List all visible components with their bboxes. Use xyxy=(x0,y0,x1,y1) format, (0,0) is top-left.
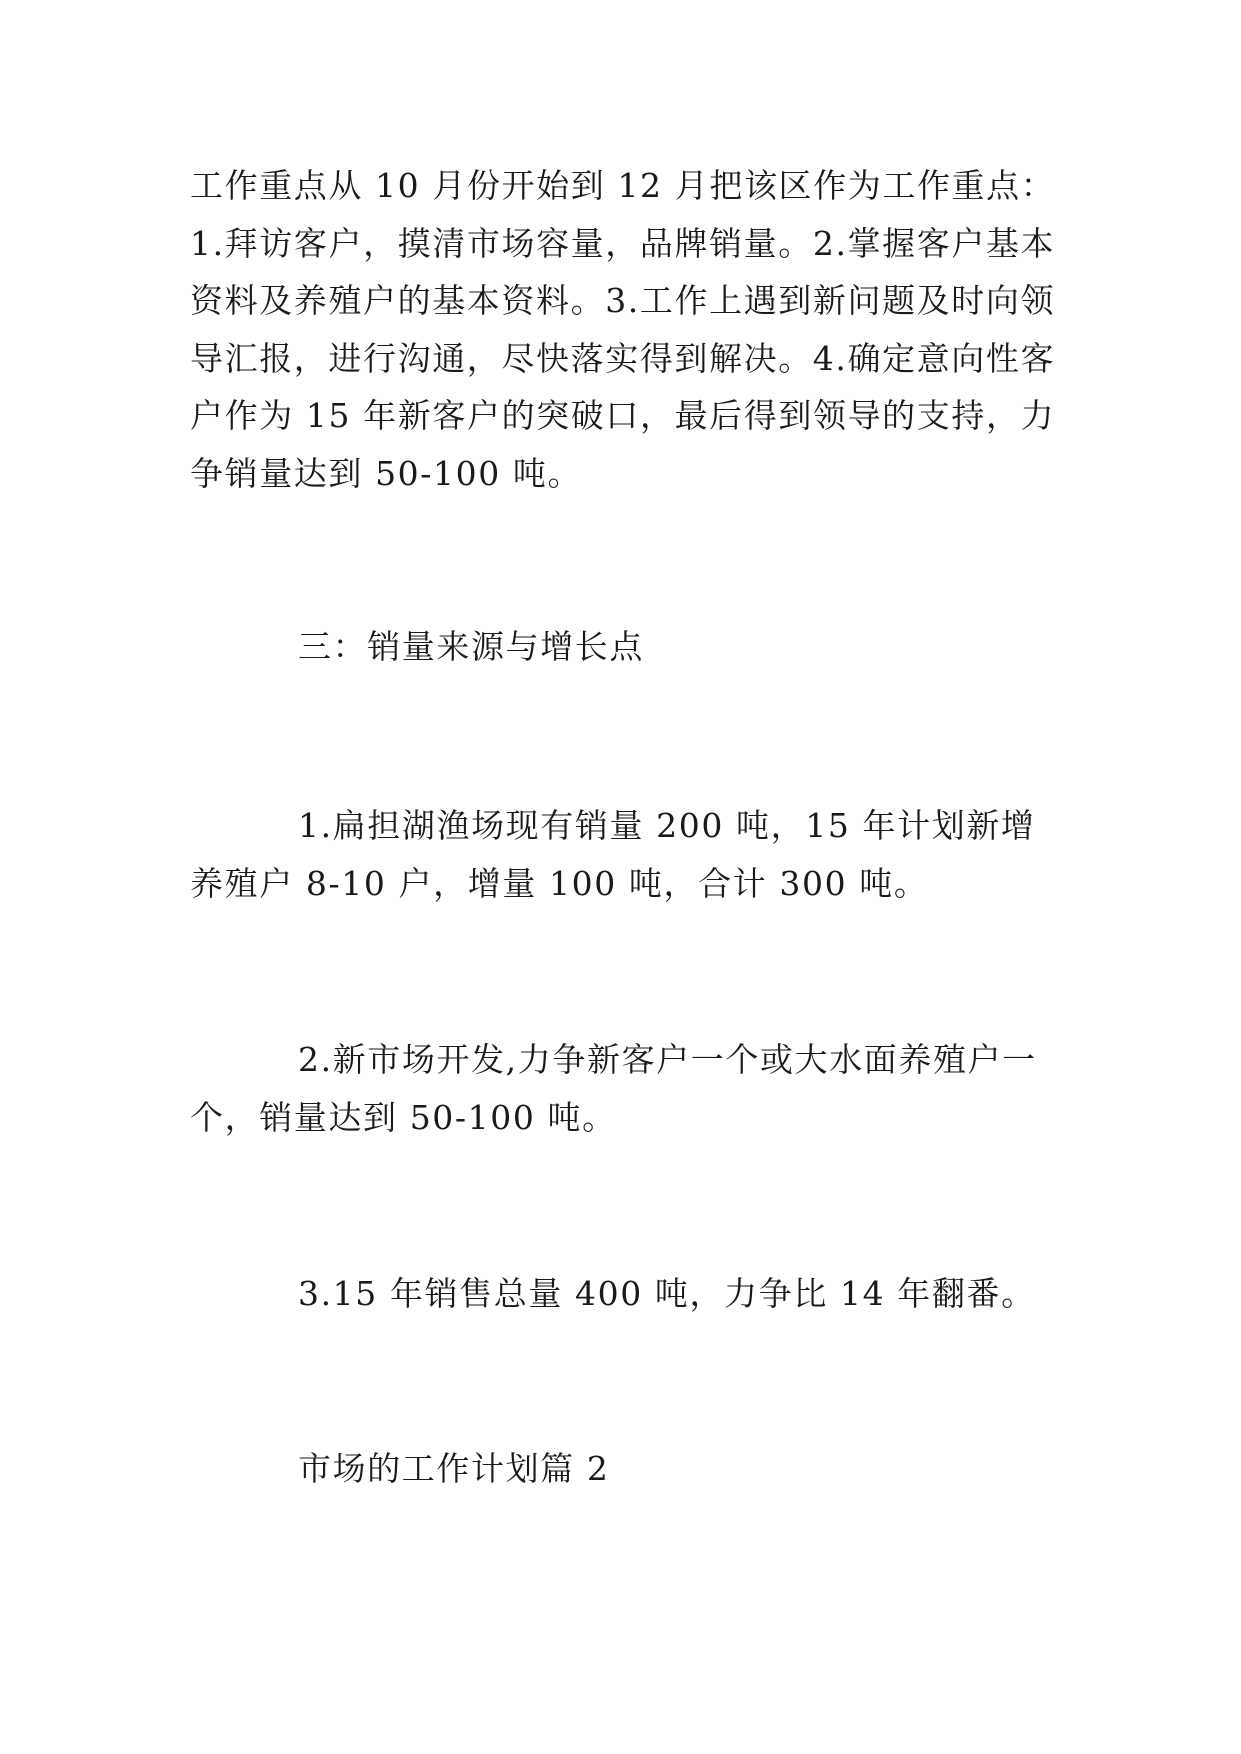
paragraph-item-2: 2.新市场开发,力争新客户一个或大水面养殖户一个，销量达到 50-100 吨。 xyxy=(190,1040,1037,1137)
paragraph-work-focus: 工作重点从 10 月份开始到 12 月把该区作为工作重点：1.拜访客户，摸清市场容量，品牌销量。2.掌握客户基本资料及养殖户的基本资料。3.工作上遇到新问题及时向领导汇报，进行沟通，尽快落实得到解决。4.确定意向性客户作为 15 年新客户的突破口，最后得到领导的支持，力争销量达到 50-100 吨。 xyxy=(190,166,1056,493)
section-title-plan-2: 市场的工作计划篇 2 xyxy=(298,1449,610,1488)
paragraph-item-3: 3.15 年销售总量 400 吨，力争比 14 年翻番。 xyxy=(298,1274,1036,1313)
section-heading-sales-sources: 三：销量来源与增长点 xyxy=(298,627,644,666)
paragraph-item-1: 1.扁担湖渔场现有销量 200 吨，15 年计划新增养殖户 8-10 户，增量 100 吨，合计 300 吨。 xyxy=(190,806,1036,903)
